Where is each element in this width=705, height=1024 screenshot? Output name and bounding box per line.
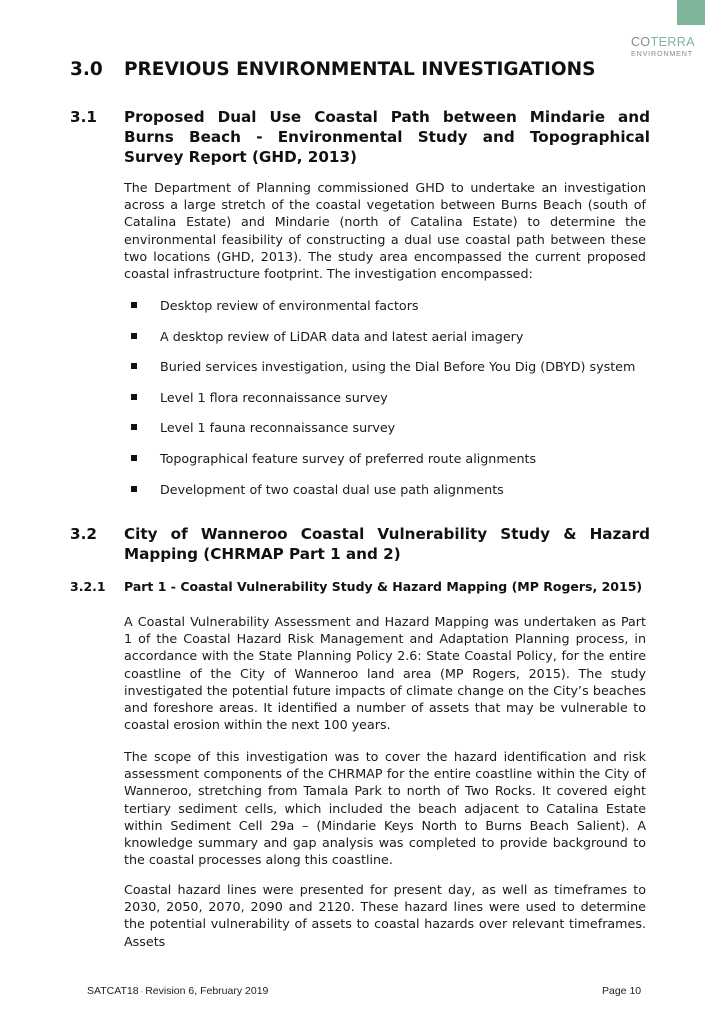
footer-page-number: Page 10	[602, 985, 642, 997]
footer-document-info	[87, 985, 268, 997]
bullet-icon	[131, 302, 137, 308]
section-heading-3-2-1	[70, 579, 642, 594]
bullet-list	[131, 296, 635, 510]
section-heading-3-0	[70, 59, 595, 80]
footer-separator: -	[140, 987, 144, 996]
paragraph-ghd-study: The Department of Planning commissioned GHD to undertake an investigation across a large stretch of the coastal vegetation between Burns Beach (south of Catalina Estate) and Mindarie (north of Catalina Estate) to determine the environmental feasibility of constructing a dual use coastal path between these two locations (GHD, 2013). The study area encompassed the current proposed coastal infrastructure footprint. The investigation encompassed:	[124, 180, 646, 282]
heading-number: 3.1	[70, 108, 97, 126]
list-item: Buried services investigation, using the Dial Before You Dig (DBYD) system	[131, 357, 635, 388]
logo-subtext: ENVIRONMENT	[631, 49, 693, 58]
footer-doc-code: SATCAT18	[87, 985, 139, 997]
bullet-icon	[131, 363, 137, 369]
logo-text-co: CO	[631, 35, 651, 49]
heading-number: 3.2.1	[70, 579, 106, 594]
heading-title: Proposed Dual Use Coastal Path between Mindarie and Burns Beach - Environmental Study and Topographical Survey Report (GHD, 2013)	[124, 108, 650, 166]
logo-text-terra: TERRA	[650, 35, 695, 49]
list-item: Development of two coastal dual use path alignments	[131, 480, 635, 511]
section-heading-3-2	[70, 524, 650, 564]
list-item: Desktop review of environmental factors	[131, 296, 635, 327]
corner-tab	[677, 0, 705, 25]
bullet-icon	[131, 455, 137, 461]
bullet-icon	[131, 486, 137, 492]
heading-title: Part 1 - Coastal Vulnerability Study & Hazard Mapping (MP Rogers, 2015)	[124, 579, 643, 594]
list-item: Topographical feature survey of preferred route alignments	[131, 449, 635, 480]
heading-title: City of Wanneroo Coastal Vulnerability Study & Hazard Mapping (CHRMAP Part 1 and 2)	[124, 525, 650, 563]
heading-number: 3.2	[70, 525, 97, 543]
bullet-icon	[131, 424, 137, 430]
list-item: A desktop review of LiDAR data and latest aerial imagery	[131, 327, 635, 358]
footer-revision: Revision 6, February 2019	[145, 985, 269, 997]
heading-title: PREVIOUS ENVIRONMENTAL INVESTIGATIONS	[124, 59, 596, 80]
list-item: Level 1 fauna reconnaissance survey	[131, 418, 635, 449]
bullet-icon	[131, 333, 137, 339]
list-item: Level 1 flora reconnaissance survey	[131, 388, 635, 419]
bullet-icon	[131, 394, 137, 400]
section-heading-3-1	[70, 107, 650, 167]
paragraph-coastal-vulnerability: A Coastal Vulnerability Assessment and Hazard Mapping was undertaken as Part 1 of the Coastal Hazard Risk Management and Adaptation Planning process, in accordance with the State Planning Policy 2.6: State Coastal Policy, for the entire coastline of the City of Wanneroo land area (MP Rogers, 2015). The study investigated the potential future impacts of climate change on the City’s beaches and foreshore areas. It identified a number of assets that may be vulnerable to coastal erosion within the next 100 years.	[124, 614, 646, 733]
paragraph-hazard-lines: Coastal hazard lines were presented for present day, as well as timeframes to 2030, 2050, 2070, 2090 and 2120. These hazard lines were used to determine the potential vulnerability of assets to coastal hazards over relevant timeframes. Assets	[124, 882, 646, 949]
paragraph-investigation-scope: The scope of this investigation was to cover the hazard identification and risk assessment components of the CHRMAP for the entire coastline within the City of Wanneroo, stretching from Tamala Park to north of Two Rocks. It covered eight tertiary sediment cells, which included the beach adjacent to Catalina Estate within Sediment Cell 29a – (Mindarie Keys North to Burns Beach Salient). A knowledge summary and gap analysis was completed to provide background to the coastal processes along this coastline.	[124, 749, 646, 868]
heading-number: 3.0	[70, 59, 103, 80]
coterra-logo	[631, 36, 705, 59]
